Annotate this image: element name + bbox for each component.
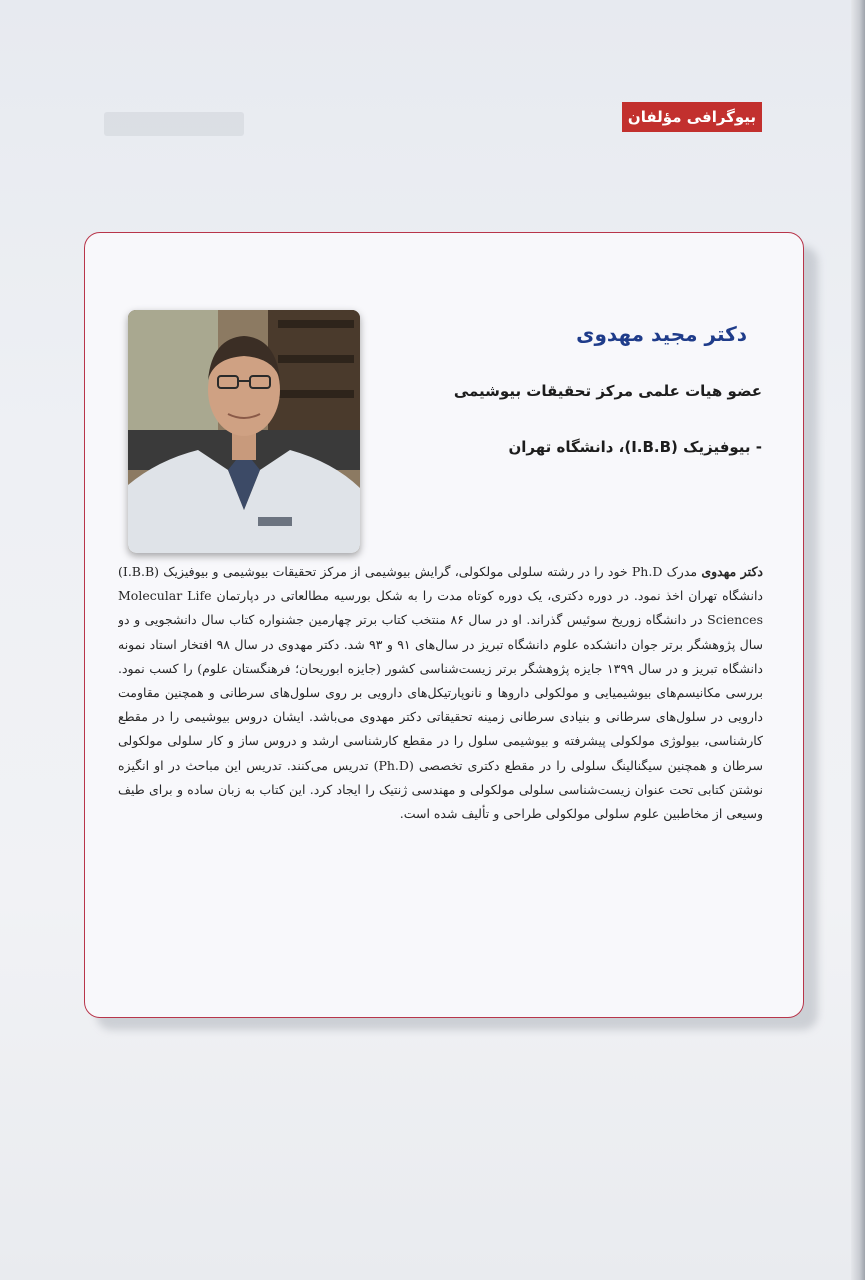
bio-lead: دکتر مهدوی — [701, 564, 763, 579]
author-affiliation: - بیوفیزیک (I.B.B)، دانشگاه تهران — [508, 438, 762, 456]
section-tag: بیوگرافی مؤلفان — [622, 102, 762, 132]
book-page-edge — [851, 0, 865, 1280]
author-name: دکتر مجید مهدوی — [576, 322, 747, 346]
author-role: عضو هیات علمی مرکز تحقیقات بیوشیمی — [453, 382, 762, 400]
author-photo — [128, 310, 360, 553]
bleed-through-header — [104, 112, 244, 136]
bio-paragraph — [118, 560, 763, 915]
bio-text: مدرک Ph.D خود را در رشته سلولی مولکولی، گرایش بیوشیمی از مرکز تحقیقات بیوشیمی و بیوفیزیک (I.B.B) دانشگاه تهران اخذ نمود. در دوره دکتری، یک دوره کوتاه مدت را به شکل بورسیه مطالعاتی در دپارتمان Molecular Life Sciences در دانشگاه زوریخ سوئیس گذراند. او در سال ۸۶ منتخب کتاب برتر چهارمین جشنواره کتاب سال دانشجویی و دو سال پژوهشگر برتر جوان دانشکده علوم دانشگاه تبریز در سال‌های ۹۱ و ۹۳ شد. دکتر مهدوی در سال ۹۸ افتخار استاد نمونه دانشگاه تبریز و در سال ۱۳۹۹ جایزه پژوهشگر برتر زیست‌شناسی کشور (جایزه ابوریحان؛ فرهنگستان علوم) را کسب نمود. بررسی مکانیسم‌های بیوشیمیایی و مولکولی داروها و نانوپارتیکل‌های دارویی بر روی سلول‌های سرطانی و همچنین مقاومت دارویی در سلول‌های سرطانی و بنیادی سرطانی زمینه تحقیقاتی دکتر مهدوی می‌باشد. ایشان دروس بیوشیمی را در مقطع کارشناسی، بیولوژی مولکولی پیشرفته و بیوشیمی سلول را در مقطع کارشناسی ارشد و دروس ساز و کار سلولی مولکولی سرطان و همچنین سیگنالینگ سلولی را در مقطع دکتری تخصصی (Ph.D) تدریس می‌کنند. تدریس این مباحث در او انگیزه نوشتن کتابی تحت عنوان زیست‌شناسی سلولی مولکولی و مهندسی ژنتیک را ایجاد کرد. این کتاب به زبان ساده و برای طیف وسیعی از مخاطبین علوم سلولی مولکولی طراحی و تألیف شده است. — [118, 564, 763, 822]
